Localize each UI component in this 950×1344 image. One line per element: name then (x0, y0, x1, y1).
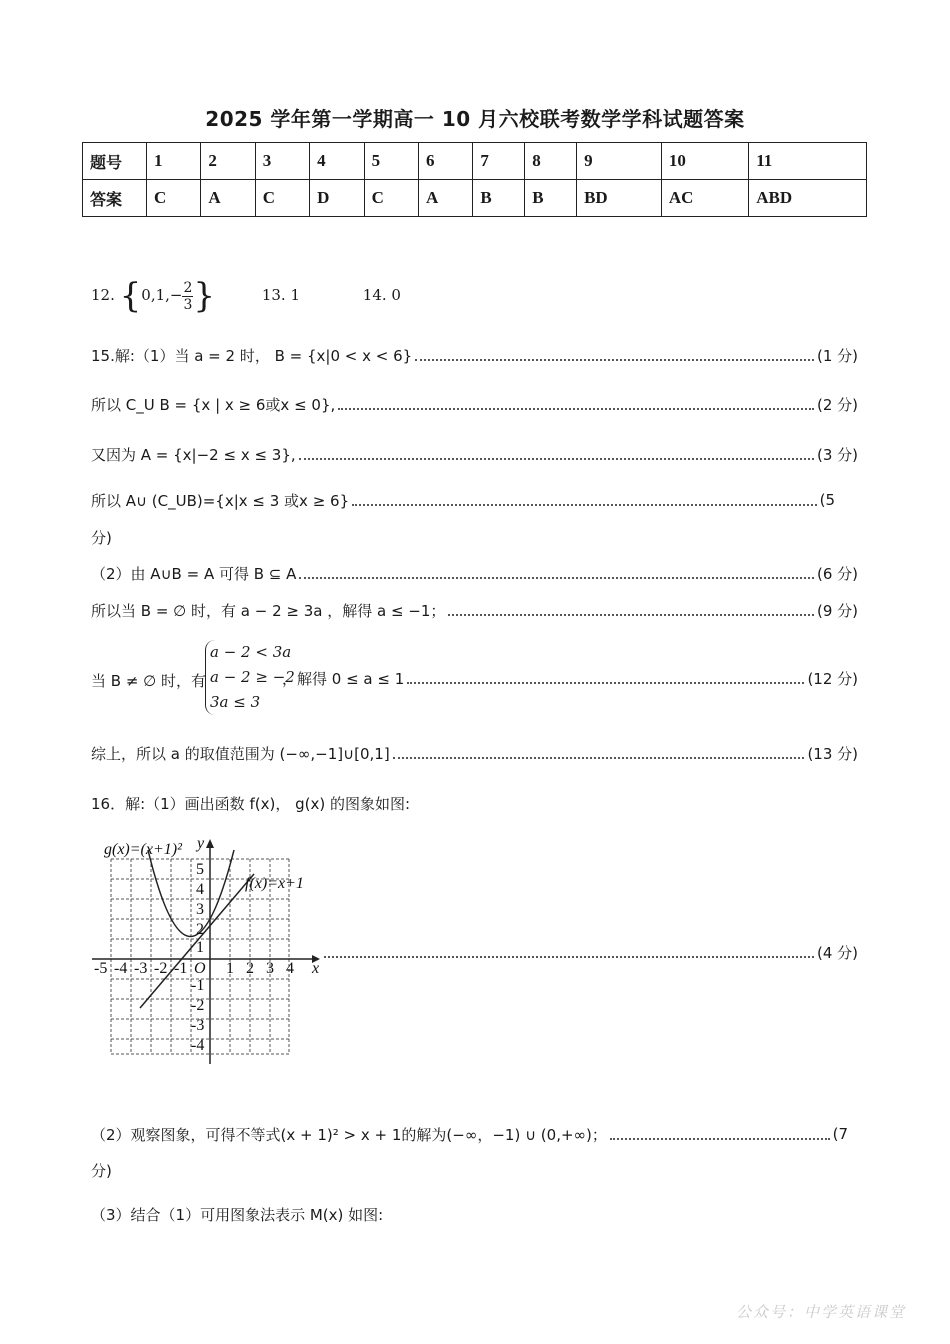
system-row: 3a ≤ 3 (210, 693, 261, 711)
x-tick: 1 (226, 960, 234, 977)
answer-cell: B (525, 180, 577, 217)
q15-line-2 (91, 390, 858, 418)
solution-text: 综上，所以 a 的取值范围为 (−∞,−1]∪[0,1] (91, 744, 390, 763)
question-number: 4 (310, 143, 364, 180)
x-tick: 4 (286, 960, 294, 977)
system-row: a − 2 < 3a (210, 643, 292, 661)
q16-line-3: （3）结合（1）可用图象法表示 M(x) 如图: (91, 1206, 384, 1224)
answer-cell: AC (661, 180, 748, 217)
function-graph (88, 832, 338, 1072)
y-tick: 1 (196, 939, 204, 956)
solution-text: 又因为 A = {x|−2 ≤ x ≤ 3}, (91, 445, 296, 464)
x-tick: 2 (246, 960, 254, 977)
score-label: (4 分) (816, 943, 858, 962)
solution-text: （2）由 A∪B = A 可得 B ⊆ A (91, 564, 297, 583)
score-label: (1 分) (816, 346, 858, 365)
q12-label: 12. (91, 286, 115, 304)
q16-line-1: 16．解:（1）画出函数 f(x)， g(x) 的图象如图: (91, 795, 411, 813)
solution-text: （2）观察图象，可得不等式(x + 1)² > x + 1的解为(−∞，−1) ∪ (0,+∞)； (91, 1125, 607, 1144)
q15-line-3 (91, 440, 858, 468)
answer-cell: D (310, 180, 364, 217)
score-label: (12 分) (807, 669, 858, 688)
page-title: 2025 学年第一学期高一 10 月六校联考数学学科试题答案 (205, 107, 745, 131)
solution-text: 15.解:（1）当 a = 2 时， B = {x|0 < x < 6} (91, 346, 413, 365)
y-tick-labels (191, 861, 204, 1054)
q15-line-1 (91, 341, 858, 369)
answer-cell: ABD (749, 180, 867, 217)
brace-close: } (193, 276, 216, 316)
score-label: (9 分) (816, 601, 858, 620)
q14-answer: 14. 0 (362, 286, 401, 304)
q15-line-4-continued: 分) (91, 529, 112, 547)
y-tick: 4 (196, 881, 204, 898)
x-tick: -5 (94, 960, 108, 977)
system-row: a − 2 ≥ −2 (210, 668, 295, 686)
f-label: f(x)=x+1 (245, 875, 304, 892)
score-label: (3 分) (816, 445, 858, 464)
question-number: 9 (577, 143, 662, 180)
parabola-g (148, 850, 234, 937)
brace-open: { (119, 276, 142, 316)
answer-cell: C (147, 180, 201, 217)
y-axis-arrow-icon (206, 839, 214, 848)
y-tick: -3 (191, 1017, 205, 1034)
row-header-answer: 答案 (83, 180, 147, 217)
x-tick: -3 (134, 960, 148, 977)
question-number: 11 (749, 143, 867, 180)
origin-label: O (194, 960, 206, 977)
question-number: 1 (147, 143, 201, 180)
q16-line-2 (91, 1120, 848, 1148)
answer-cell: B (473, 180, 525, 217)
q15-line-7-lead: 当 B ≠ ∅ 时，有 (91, 672, 206, 690)
q13-answer: 13. 1 (261, 286, 300, 304)
solution-text: 所以 C_U B = {x | x ≥ 6或x ≤ 0}, (91, 395, 336, 414)
y-axis-label: y (197, 835, 205, 852)
x-tick: -2 (154, 960, 168, 977)
solution-text: ，解得 0 ≤ a ≤ 1 (282, 669, 405, 688)
score-label: (13 分) (807, 744, 858, 763)
q15-line-8 (91, 739, 858, 767)
solution-text: 所以 A∪ (C_UB)={x|x ≤ 3 或x ≥ 6} (91, 491, 350, 510)
y-tick: 3 (196, 901, 204, 918)
answer-table (82, 142, 867, 217)
question-number-row (83, 143, 867, 180)
solution-text: 所以当 B = ∅ 时，有 a − 2 ≥ 3a ，解得 a ≤ −1； (91, 601, 446, 620)
y-tick: -4 (191, 1037, 205, 1054)
x-tick: -1 (174, 960, 188, 977)
y-tick: 5 (196, 861, 204, 878)
answer-cell: A (201, 180, 255, 217)
y-tick: -2 (191, 997, 205, 1014)
question-number: 2 (201, 143, 255, 180)
answer-row (83, 180, 867, 217)
answer-cell: C (364, 180, 418, 217)
row-header-number: 题号 (83, 143, 147, 180)
answer-cell: A (418, 180, 472, 217)
y-tick: -1 (191, 977, 205, 994)
q12-set: 0,1,− (141, 286, 183, 304)
q15-line-7 (282, 664, 858, 692)
question-number: 8 (525, 143, 577, 180)
q15-line-4 (91, 486, 835, 514)
answer-cell: C (255, 180, 309, 217)
question-number: 7 (473, 143, 525, 180)
watermark: 公众号：中学英语课堂 (735, 1303, 906, 1321)
fraction-numerator: 2 (183, 279, 193, 296)
score-label: (5 (819, 491, 835, 509)
answer-cell: BD (577, 180, 662, 217)
q16-graph-score (324, 938, 858, 966)
question-number: 10 (661, 143, 748, 180)
score-label: (6 分) (816, 564, 858, 583)
fraction-denominator: 3 (183, 296, 193, 313)
q15-line-6 (91, 596, 858, 624)
q16-line-2-continued: 分) (91, 1162, 112, 1180)
fill-answers (91, 276, 401, 316)
y-tick: 2 (196, 921, 204, 938)
score-label: (7 (832, 1125, 848, 1143)
question-number: 3 (255, 143, 309, 180)
question-number: 5 (364, 143, 418, 180)
x-tick: -4 (114, 960, 128, 977)
g-label: g(x)=(x+1)² (104, 841, 182, 858)
x-axis-label: x (312, 960, 320, 977)
question-number: 6 (418, 143, 472, 180)
q12-fraction (182, 280, 193, 313)
score-label: (2 分) (816, 395, 858, 414)
x-tick: 3 (266, 960, 274, 977)
q15-line-5 (91, 559, 858, 587)
